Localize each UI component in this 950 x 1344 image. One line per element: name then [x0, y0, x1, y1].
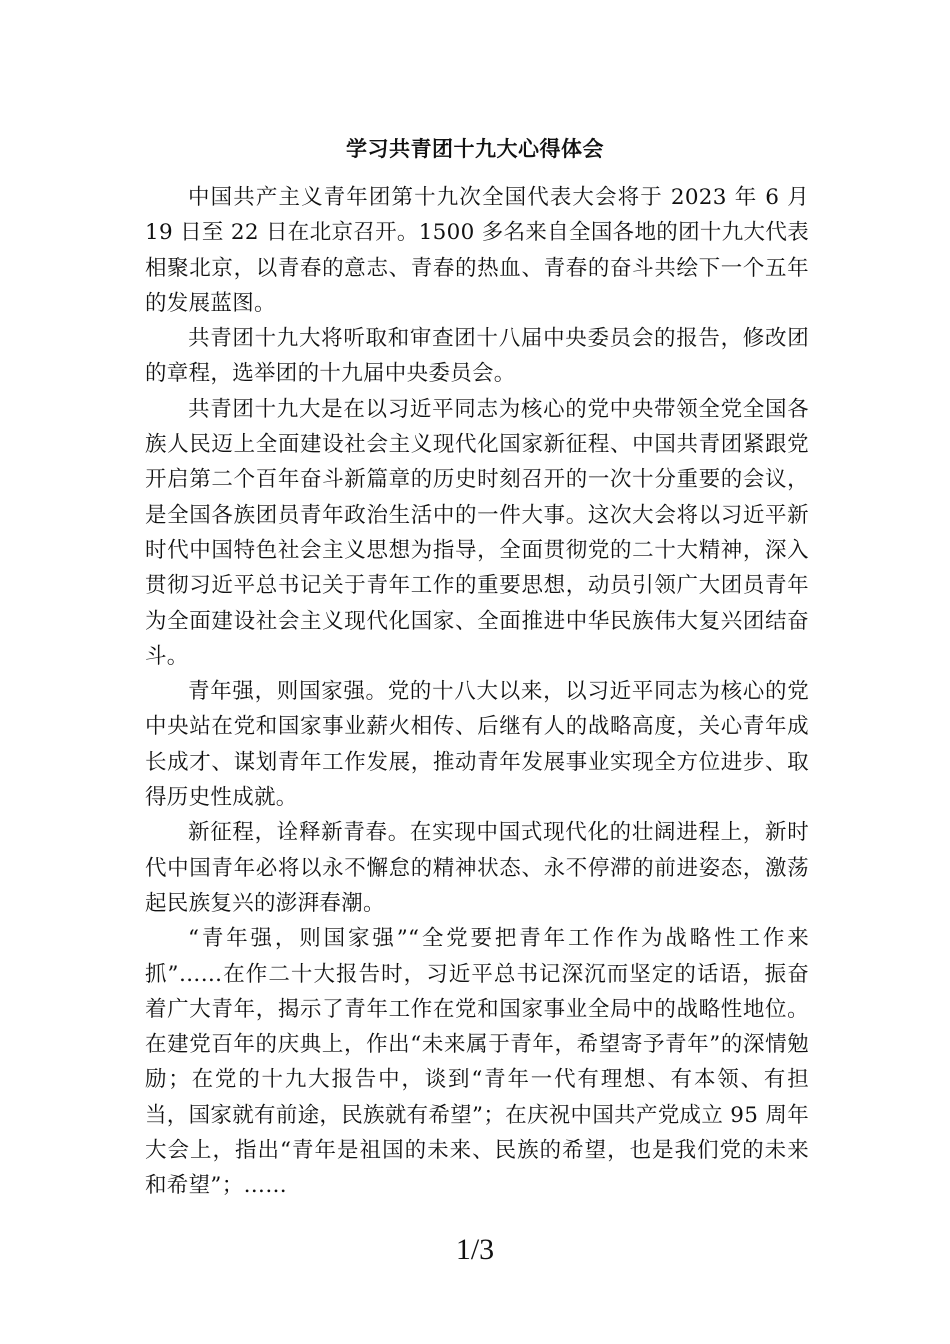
paragraph-3: 共青团十九大是在以习近平同志为核心的党中央带领全党全国各族人民迈上全面建设社会主义现代化国家新征程、中国共青团紧跟党开启第二个百年奋斗新篇章的历史时刻召开的一次十分重要的会议，是全国各族团员青年政治生活中的一件大事。这次大会将以习近平新时代中国特色社会主义思想为指导，全面贯彻党的二十大精神，深入贯彻习近平总书记关于青年工作的重要思想，动员引领广大团员青年为全面建设社会主义现代化国家、全面推进中华民族伟大复兴团结奋斗。	[145, 396, 809, 669]
paragraph-6: “青年强，则国家强”“全党要把青年工作作为战略性工作来抓”……在作二十大报告时，习近平总书记深沉而坚定的话语，振奋着广大青年，揭示了青年工作在党和国家事业全局中的战略性地位。在建党百年的庆典上，作出“未来属于青年，希望寄予青年”的深情勉励；在党的十九大报告中，谈到“青年一代有理想、有本领、有担当，国家就有前途，民族就有希望”；在庆祝中国共产党成立 95 周年大会上，指出“青年是祖国的未来、民族的希望，也是我们党的未来和希望”；……	[145, 926, 809, 1199]
paragraph-2: 共青团十九大将听取和审查团十八届中央委员会的报告，修改团的章程，选举团的十九届中央委员会。	[145, 326, 809, 387]
document-title: 学习共青团十九大心得体会	[346, 137, 604, 161]
paragraph-1: 中国共产主义青年团第十九次全国代表大会将于 2023 年 6 月 19 日至 22 日在北京召开。1500 多名来自全国各地的团十九大代表相聚北京，以青春的意志、青春的热血、青春的奋斗共绘下一个五年的发展蓝图。	[145, 185, 809, 316]
document-body	[145, 180, 809, 1204]
page-number: 1/3	[455, 1233, 495, 1266]
paragraph-4: 青年强，则国家强。党的十八大以来，以习近平同志为核心的党中央站在党和国家事业薪火相传、后继有人的战略高度，关心青年成长成才、谋划青年工作发展，推动青年发展事业实现全方位进步、取得历史性成就。	[145, 679, 809, 811]
paragraph-5: 新征程，诠释新青春。在实现中国式现代化的壮阔进程上，新时代中国青年必将以永不懈怠的精神状态、永不停滞的前进姿态，激荡起民族复兴的澎湃春潮。	[145, 820, 809, 916]
